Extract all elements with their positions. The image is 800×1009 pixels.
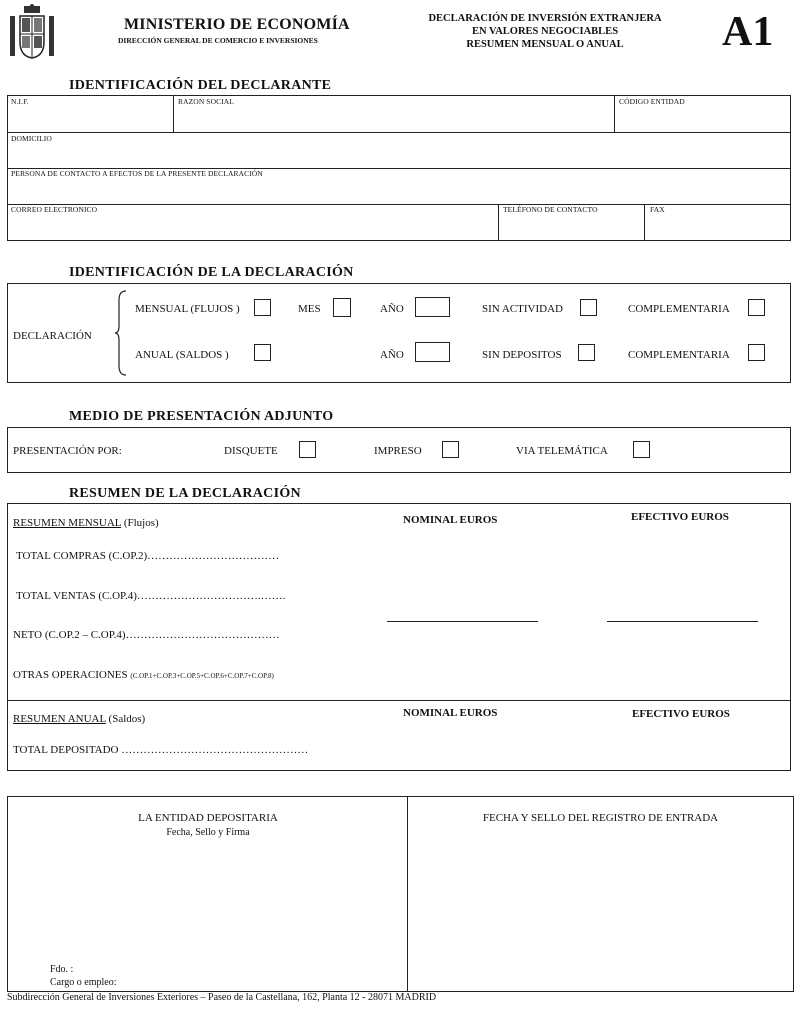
efectivo-euros-header-anual: EFECTIVO EUROS: [632, 708, 730, 720]
footer-address: Subdirección General de Inversiones Exteriores – Paseo de la Castellana, 162, Planta 12 - 28071 MADRID: [7, 992, 437, 1003]
entidad-depositaria-box[interactable]: [8, 797, 408, 991]
resumen-anual-sub: (Saldos): [108, 713, 146, 725]
sin-actividad-checkbox[interactable]: [580, 299, 597, 316]
anio-mensual-input[interactable]: [415, 297, 450, 317]
nif-label: N.I.F.: [11, 97, 29, 106]
via-telematica-label: VIA TELEMÁTICA: [516, 445, 608, 457]
doc-title-line-2: EN VALORES NEGOCIABLES: [471, 26, 619, 37]
total-ventas-dots: …………………………….…….: [136, 590, 286, 602]
total-depositado-dots: ……………………………………………: [121, 744, 309, 756]
sin-depositos-checkbox[interactable]: [578, 344, 595, 361]
mensual-label: MENSUAL (FLUJOS ): [135, 303, 240, 315]
anio-anual-label: AÑO: [380, 349, 404, 361]
anio-anual-input[interactable]: [415, 342, 450, 362]
fecha-sello-firma-label: Fecha, Sello y Firma: [166, 827, 250, 838]
efectivo-sum-line: [607, 621, 758, 622]
section-title-declarante: IDENTIFICACIÓN DEL DECLARANTE: [69, 78, 332, 93]
registro-entrada-box[interactable]: [408, 797, 793, 991]
mes-input[interactable]: [333, 298, 351, 317]
resumen-form: [7, 503, 791, 771]
complementaria-anual-label: COMPLEMENTARIA: [628, 349, 730, 361]
impreso-label: IMPRESO: [374, 445, 422, 457]
persona-contacto-label: PERSONA DE CONTACTO A EFECTOS DE LA PRESENTE DECLARACIÓN: [11, 169, 263, 178]
resumen-mensual-heading: [13, 517, 159, 529]
section-title-resumen: RESUMEN DE LA DECLARACIÓN: [69, 486, 301, 501]
resumen-mensual-sub: (Flujos): [123, 517, 159, 529]
resumen-mensual-title: RESUMEN MENSUAL: [13, 517, 122, 529]
neto-label: NETO (C.OP.2 – C.OP.4): [13, 629, 126, 641]
section-title-declaracion: IDENTIFICACIÓN DE LA DECLARACIÓN: [69, 265, 354, 280]
anual-checkbox[interactable]: [254, 344, 271, 361]
disquete-label: DISQUETE: [224, 445, 278, 457]
telefono-label: TELÉFONO DE CONTACTO: [503, 205, 598, 214]
coat-of-arms-icon: [8, 4, 56, 62]
form-code: A1: [722, 9, 774, 55]
complementaria-mensual-label: COMPLEMENTARIA: [628, 303, 730, 315]
nominal-sum-line: [387, 621, 538, 622]
neto-dots: ……………………………………: [125, 629, 280, 641]
sin-actividad-label: SIN ACTIVIDAD: [482, 303, 563, 315]
ministry-name: MINISTERIO DE ECONOMÍA: [124, 16, 350, 33]
doc-title-line-3: RESUMEN MENSUAL O ANUAL: [466, 39, 624, 50]
anual-label: ANUAL (SALDOS ): [135, 349, 229, 361]
total-depositado-row: [13, 744, 308, 756]
declaracion-label: DECLARACIÓN: [13, 330, 92, 342]
total-ventas-label: TOTAL VENTAS (C.OP.4): [16, 590, 137, 602]
sin-depositos-label: SIN DEPOSITOS: [482, 349, 562, 361]
nominal-euros-header-anual: NOMINAL EUROS: [403, 707, 498, 719]
resumen-divider: [8, 700, 790, 701]
disquete-checkbox[interactable]: [299, 441, 316, 458]
fax-field[interactable]: [645, 204, 790, 240]
doc-title-line-1: DECLARACIÓN DE INVERSIÓN EXTRANJERA: [428, 13, 662, 24]
anio-mensual-label: AÑO: [380, 303, 404, 315]
nominal-euros-header-mensual: NOMINAL EUROS: [403, 514, 498, 526]
nif-field[interactable]: [8, 96, 174, 132]
medio-form: [7, 427, 791, 473]
otras-operaciones-row: [13, 669, 274, 681]
correo-field[interactable]: [8, 204, 499, 240]
codigo-entidad-field[interactable]: [615, 96, 790, 132]
complementaria-anual-checkbox[interactable]: [748, 344, 765, 361]
brace-icon: [114, 290, 128, 381]
firma-section: [7, 796, 794, 992]
telefono-field[interactable]: [499, 204, 645, 240]
impreso-checkbox[interactable]: [442, 441, 459, 458]
otras-operaciones-sub: (C.OP.1+C.OP.3+C.OP.5+C.OP.6+C.OP.7+C.OP.8): [130, 672, 274, 680]
presentacion-por-label: PRESENTACIÓN POR:: [13, 445, 122, 457]
fdo-label: Fdo. :: [50, 964, 74, 975]
mensual-checkbox[interactable]: [254, 299, 271, 316]
resumen-anual-title: RESUMEN ANUAL: [13, 713, 106, 725]
complementaria-mensual-checkbox[interactable]: [748, 299, 765, 316]
total-compras-row: [16, 550, 279, 562]
doc-title: [400, 12, 690, 51]
domicilio-label: DOMICILIO: [11, 134, 52, 143]
resumen-anual-heading: [13, 713, 145, 725]
cargo-label: Cargo o empleo:: [50, 977, 117, 988]
domicilio-field[interactable]: [8, 132, 790, 168]
via-telematica-checkbox[interactable]: [633, 441, 650, 458]
total-compras-label: TOTAL COMPRAS (C.OP.2): [16, 550, 148, 562]
declarante-form: [7, 95, 791, 241]
declaracion-form: [7, 283, 791, 383]
total-depositado-label: TOTAL DEPOSITADO: [13, 744, 119, 756]
directorate-name: DIRECCIÓN GENERAL DE COMERCIO E INVERSIONES: [118, 36, 318, 45]
total-compras-dots: ………………………………: [147, 550, 280, 562]
razon-social-field[interactable]: [174, 96, 615, 132]
entidad-depositaria-title: LA ENTIDAD DEPOSITARIA: [138, 812, 278, 824]
efectivo-euros-header-mensual: EFECTIVO EUROS: [631, 511, 729, 523]
codigo-entidad-label: CÓDIGO ENTIDAD: [619, 97, 685, 106]
mes-label: MES: [298, 303, 321, 315]
section-title-medio: MEDIO DE PRESENTACIÓN ADJUNTO: [69, 409, 334, 424]
total-ventas-row: [16, 590, 285, 602]
razon-social-label: RAZON SOCIAL: [178, 97, 234, 106]
otras-operaciones-label: OTRAS OPERACIONES: [13, 669, 128, 681]
correo-label: CORREO ELECTRONICO: [11, 205, 98, 214]
fax-label: FAX: [650, 205, 665, 214]
neto-row: [13, 629, 280, 641]
registro-entrada-title: FECHA Y SELLO DEL REGISTRO DE ENTRADA: [482, 812, 719, 824]
persona-contacto-field[interactable]: [8, 168, 790, 204]
